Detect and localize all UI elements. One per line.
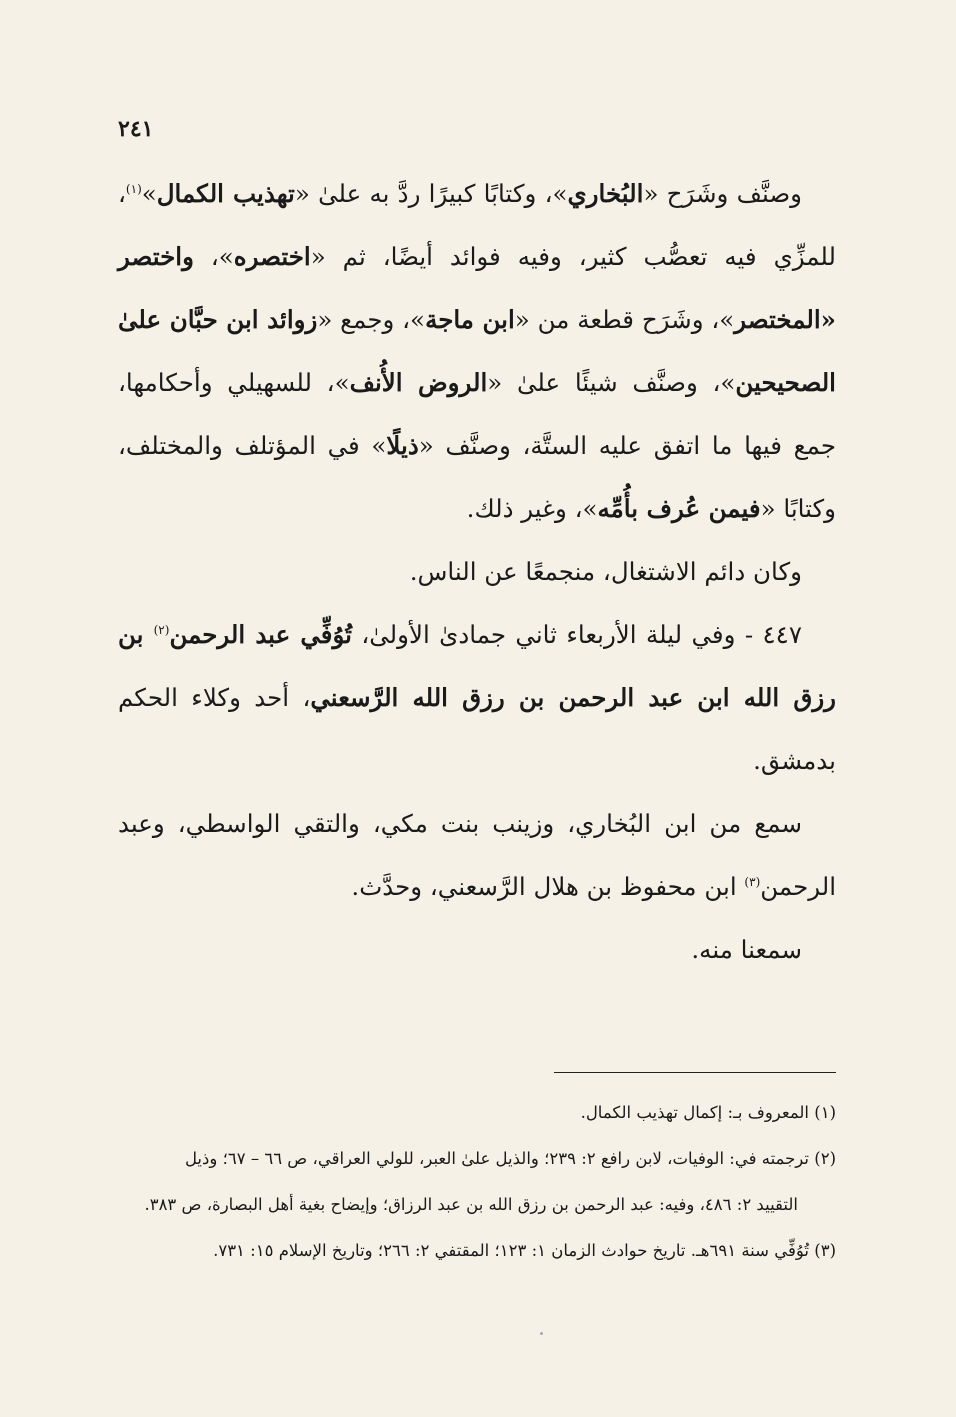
- page-number: ٢٤١: [118, 116, 154, 142]
- scan-speck: [540, 1332, 543, 1335]
- footnote-2-continued: التقييد ٢: ٤٨٦، وفيه: عبد الرحمن بن رزق الله بن عبد الرزاق؛ وإيضاح بغية أهل البصارة، ص ٣٨٣.: [144, 1195, 798, 1214]
- footnote-ref-3: (٣): [744, 874, 761, 889]
- paragraph-2: وكان دائم الاشتغال، منجمعًا عن الناس.: [409, 557, 802, 586]
- footnote-1: (١) المعروف بـ: إكمال تهذيب الكمال.: [580, 1103, 836, 1122]
- main-text: [118, 162, 836, 981]
- paragraph-1: وصنَّف وشَرَح «البُخاري»، وكتابًا كبيرًا ردَّ به علىٰ «تهذيب الكمال»$^{(١)}$، للمزِّي فيه تعصُّب كثير، وفيه فوائد أيضًا، ثم «اختصره»، واختصر «المختصر»، وشَرَح قطعة من «ابن ماجة»، وجمع «زوائد ابن حبَّان علىٰ الصحيحين»، وصنَّف شيئًا علىٰ «الروض الأُنف»، للسهيلي وأحكامها، جمع فيها ما اتفق عليه الستَّة، وصنَّف «ذيلًا» في المؤتلف والمختلف، وكتابًا «فيمن عُرف بأُمِّه»، وغير ذلك.: [118, 179, 837, 523]
- footnote-separator: [554, 1072, 836, 1073]
- footnote-ref-2: (٢): [153, 622, 170, 637]
- footnote-ref-1: (١): [125, 181, 142, 196]
- entry-447: ٤٤٧ - وفي ليلة الأربعاء ثاني جمادىٰ الأولىٰ، تُوُفِّي عبد الرحمن$^{(٢)}$ بن رزق الله ابن عبد الرحمن بن رزق الله الرَّسعني، أحد وكلاء الحكم بدمشق.: [118, 620, 836, 775]
- footnote-2: (٢) ترجمته في: الوفيات، لابن رافع ٢: ٢٣٩؛ والذيل علىٰ العبر، للولي العراقي، ص ٦٦ – ٦٧؛ وذيل: [184, 1149, 836, 1168]
- paragraph-5: سمعنا منه.: [691, 935, 802, 964]
- footnote-3: (٣) تُوُفِّي سنة ٦٩١هـ. تاريخ حوادث الزمان ١: ١٢٣؛ المقتفي ٢: ٢٦٦؛ وتاريخ الإسلام ١٥: ٧٣١.: [213, 1241, 836, 1260]
- footnotes: [118, 1090, 836, 1274]
- paragraph-4: سمع من ابن البُخاري، وزينب بنت مكي، والتقي الواسطي، وعبد الرحمن$^{(٣)}$ ابن محفوظ بن هلال الرَّسعني، وحدَّث.: [118, 809, 836, 901]
